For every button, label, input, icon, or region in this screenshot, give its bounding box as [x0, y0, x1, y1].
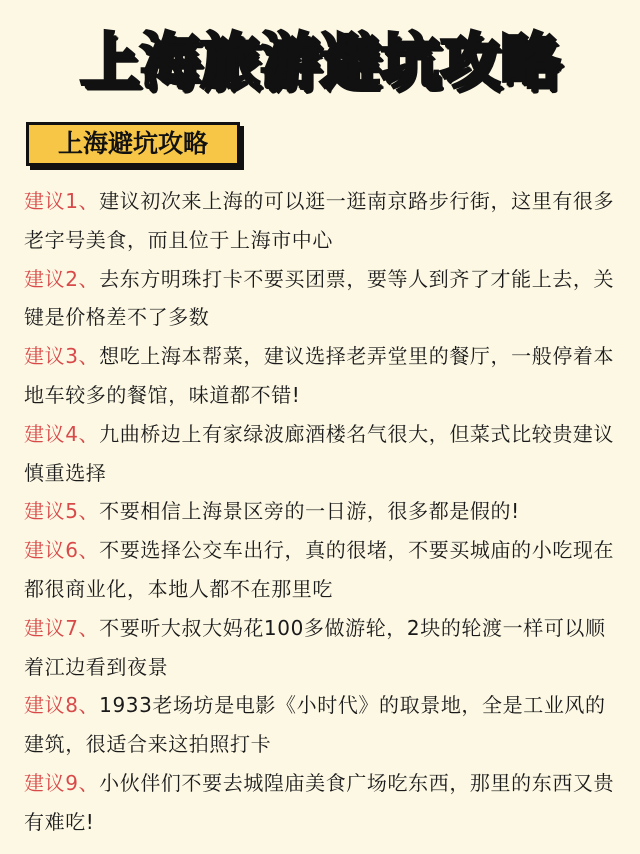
tip-label: 建议7、 [24, 615, 100, 640]
tip-label: 建议5、 [24, 499, 100, 524]
tip-item-5 [24, 492, 620, 531]
tip-item-9 [24, 764, 620, 842]
tip-label: 建议1、 [24, 189, 100, 213]
tip-item-4 [24, 415, 620, 493]
tip-text: 不要听大叔大妈花100多做游轮，2块的轮渡一样可以顺着江边看到夜景 [24, 615, 606, 679]
tip-label: 建议2、 [24, 266, 100, 291]
tip-label: 建议9、 [24, 770, 100, 795]
tip-item-8 [24, 686, 620, 764]
page-title: 上海旅游避坑攻略 [80, 27, 560, 97]
tip-label: 建议4、 [24, 421, 100, 446]
tip-text: 小伙伴们不要去城隍庙美食广场吃东西，那里的东西又贵有难吃! [24, 770, 615, 834]
tip-text: 不要相信上海景区旁的一日游，很多都是假的! [99, 499, 520, 524]
section-badge [26, 122, 240, 166]
tip-item-1 [24, 182, 620, 260]
tip-text: 不要选择公交车出行，真的很堵，不要买城庙的小吃现在都很商业化，本地人都不在那里吃 [24, 538, 615, 601]
tip-text: 去东方明珠打卡不要买团票，要等人到齐了才能上去，关键是价格差不了多数 [24, 266, 615, 330]
section-badge-label: 上海避坑攻略 [57, 129, 208, 158]
tip-label: 建议3、 [24, 344, 100, 369]
tip-text: 九曲桥边上有家绿波廊酒楼名气很大，但菜式比较贵建议慎重选择 [24, 421, 615, 485]
tip-item-6 [24, 531, 620, 609]
tip-item-2 [24, 260, 620, 338]
tips-list [24, 182, 620, 842]
tip-item-7 [24, 609, 620, 687]
tip-text: 想吃上海本帮菜，建议选择老弄堂里的餐厅，一般停着本地车较多的餐馆，味道都不错! [24, 344, 615, 407]
tip-text: 建议初次来上海的可以逛一逛南京路步行街，这里有很多老字号美食，而且位于上海市中心 [24, 189, 615, 252]
tip-label: 建议6、 [24, 538, 100, 563]
tip-item-3 [24, 337, 620, 415]
tip-label: 建议8、 [24, 693, 100, 718]
tip-text: 1933老场坊是电影《小时代》的取景地，全是工业风的建筑，很适合来这拍照打卡 [24, 693, 606, 757]
